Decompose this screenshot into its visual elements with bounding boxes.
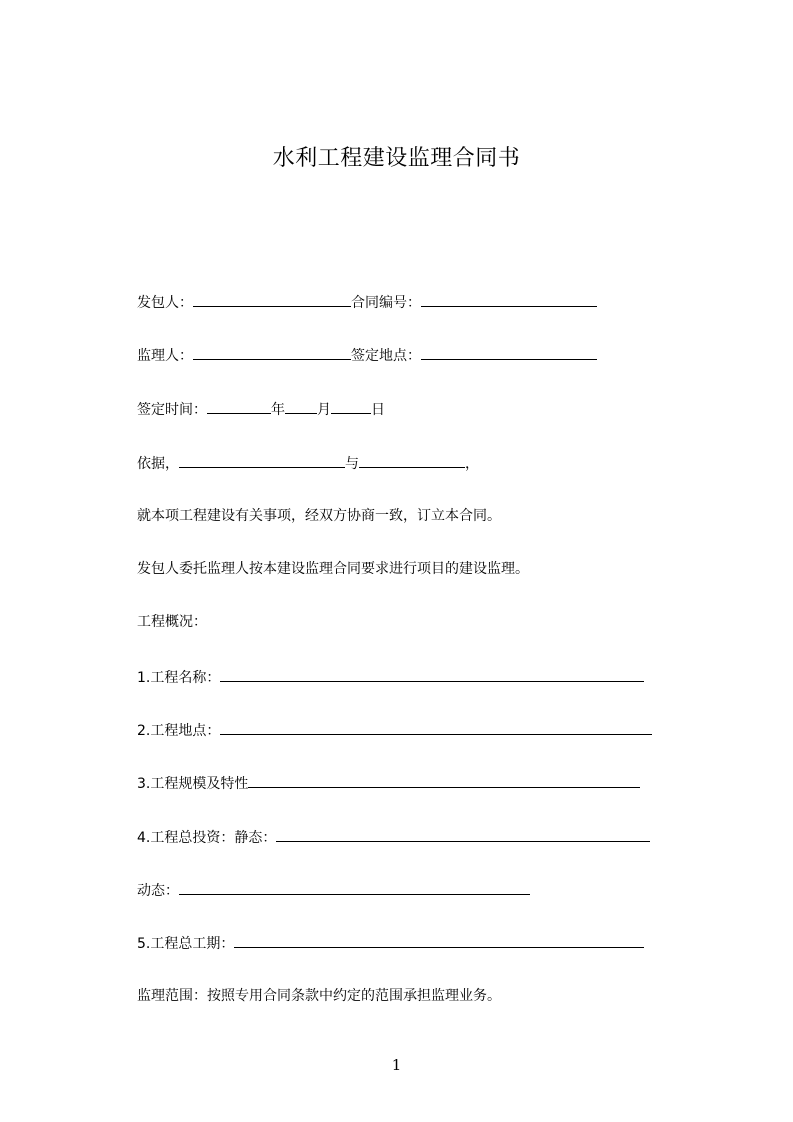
project-scale-line [137,772,640,792]
agreement-text: 就本项工程建设有关事项，经双方协商一致，订立本合同。 [137,508,501,524]
static-investment-blank[interactable] [276,826,650,842]
basis-end: ， [465,456,479,472]
basis-blank-2[interactable] [359,452,465,468]
basis-blank-1[interactable] [179,452,345,468]
year-blank[interactable] [207,398,271,414]
page-number: 1 [391,1056,402,1074]
duration-label: 5.工程总工期： [137,936,235,952]
overview-heading: 工程概况： [137,614,207,630]
month-label: 月 [317,402,331,418]
year-label: 年 [271,402,285,418]
day-label: 日 [371,402,385,418]
dynamic-label: 动态： [137,883,179,899]
project-location-line [137,719,652,739]
investment-label: 4.工程总投资：静态： [137,830,277,846]
employer-blank[interactable] [193,291,351,307]
sign-place-blank[interactable] [421,344,597,360]
day-blank[interactable] [331,398,371,414]
duration-blank[interactable] [234,932,644,948]
dynamic-line [137,879,530,899]
sign-time-line [137,398,385,418]
duration-line [137,932,644,952]
contract-no-label: 合同编号： [351,295,421,311]
project-name-line [137,666,644,686]
basis-label: 依据， [137,456,179,472]
basis-and: 与 [345,456,359,472]
project-location-blank[interactable] [220,719,652,735]
investment-line [137,826,650,846]
project-name-label: 1.工程名称： [137,670,221,686]
supervisor-label: 监理人： [137,348,193,364]
sign-time-label: 签定时间： [137,402,207,418]
month-blank[interactable] [285,398,317,414]
project-scale-label: 3.工程规模及特性 [137,776,249,792]
supervisor-blank[interactable] [193,344,351,360]
basis-line [137,452,479,472]
employer-label: 发包人： [137,295,193,311]
project-name-blank[interactable] [220,666,644,682]
entrust-text: 发包人委托监理人按本建设监理合同要求进行项目的建设监理。 [137,561,529,577]
document-title: 水利工程建设监理合同书 [272,146,521,171]
project-location-label: 2.工程地点： [137,723,221,739]
project-scale-blank[interactable] [248,772,640,788]
sign-place-label: 签定地点： [351,348,421,364]
scope-text: 监理范围：按照专用合同条款中约定的范围承担监理业务。 [137,988,501,1004]
employer-line [137,291,597,311]
supervisor-line [137,344,597,364]
contract-no-blank[interactable] [421,291,597,307]
dynamic-investment-blank[interactable] [179,879,530,895]
